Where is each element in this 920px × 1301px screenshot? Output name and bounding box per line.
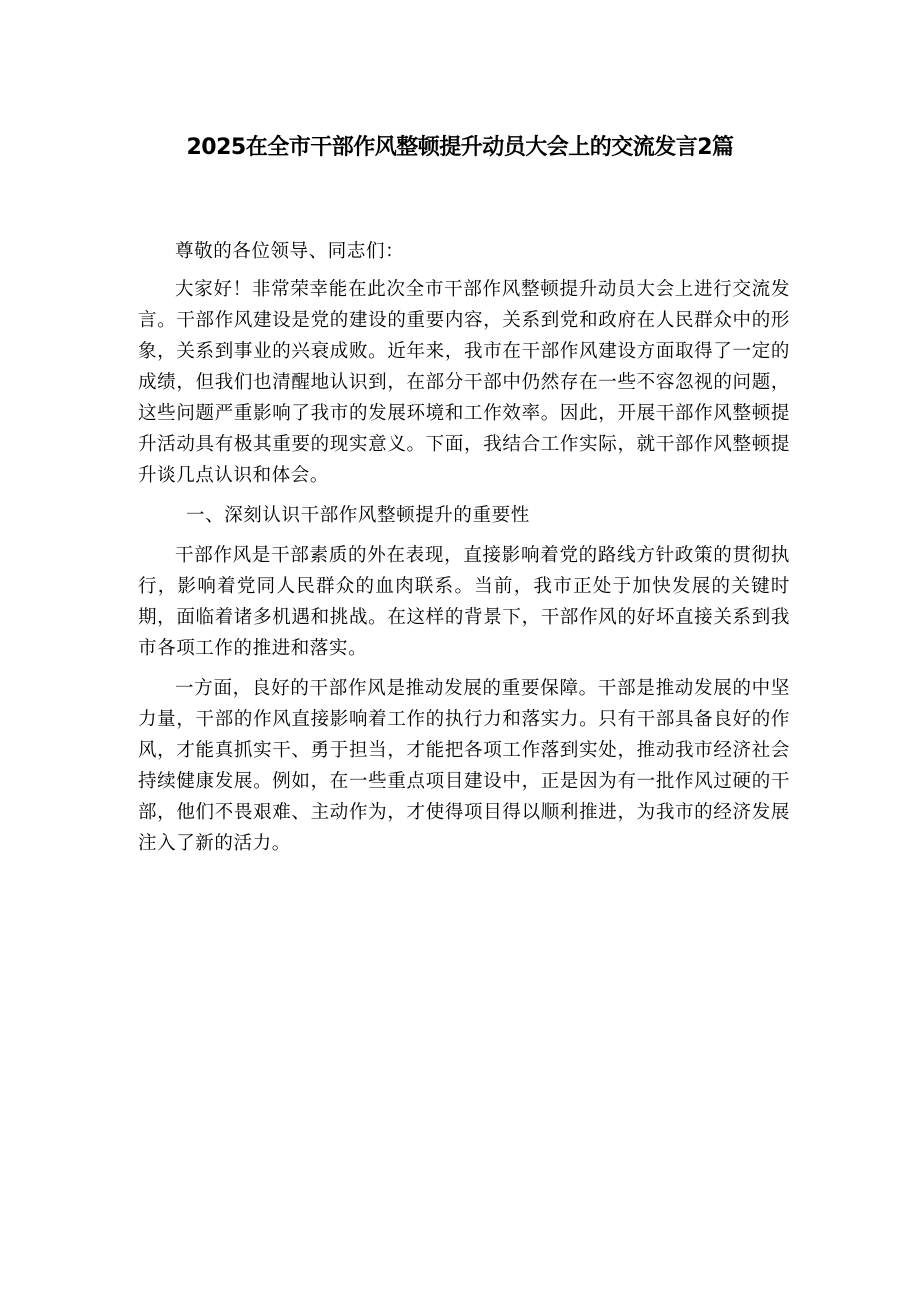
salutation: 尊敬的各位领导、同志们： xyxy=(175,241,405,262)
paragraph-intro: 大家好！非常荣幸能在此次全市干部作风整顿提升动员大会上进行交流发言。干部作风建设是党的建设的重要内容，关系到党和政府在人民群众中的形象，关系到事业的兴衰成败。近年来，我市在干部作风建设方面取得了一定的成绩，但我们也清醒地认识到，在部分干部中仍然存在一些不容忽视的问题，这些问题严重影响了我市的发展环境和工作效率。因此，开展干部作风整顿提升活动具有极其重要的现实意义。下面，我结合工作实际，就干部作风整顿提升谈几点认识和体会。 xyxy=(138,279,790,486)
document-body xyxy=(138,236,790,868)
section-heading-1: 一、深刻认识干部作风整顿提升的重要性 xyxy=(186,505,530,526)
paragraph-importance: 干部作风是干部素质的外在表现，直接影响着党的路线方针政策的贯彻执行，影响着党同人民群众的血肉联系。当前，我市正处于加快发展的关键时期，面临着诸多机遇和挑战。在这样的背景下，干部作风的好坏直接关系到我市各项工作的推进和落实。 xyxy=(138,545,790,659)
paragraph-one-hand: 一方面，良好的干部作风是推动发展的重要保障。干部是推动发展的中坚力量，干部的作风直接影响着工作的执行力和落实力。只有干部具备良好的作风，才能真抓实干、勇于担当，才能把各项工作落到实处，推动我市经济社会持续健康发展。例如，在一些重点项目建设中，正是因为有一批作风过硬的干部，他们不畏艰难、主动作为，才使得项目得以顺利推进，为我市的经济发展注入了新的活力。 xyxy=(138,678,790,854)
document-title: 2025在全市干部作风整顿提升动员大会上的交流发言2篇 xyxy=(186,135,734,160)
